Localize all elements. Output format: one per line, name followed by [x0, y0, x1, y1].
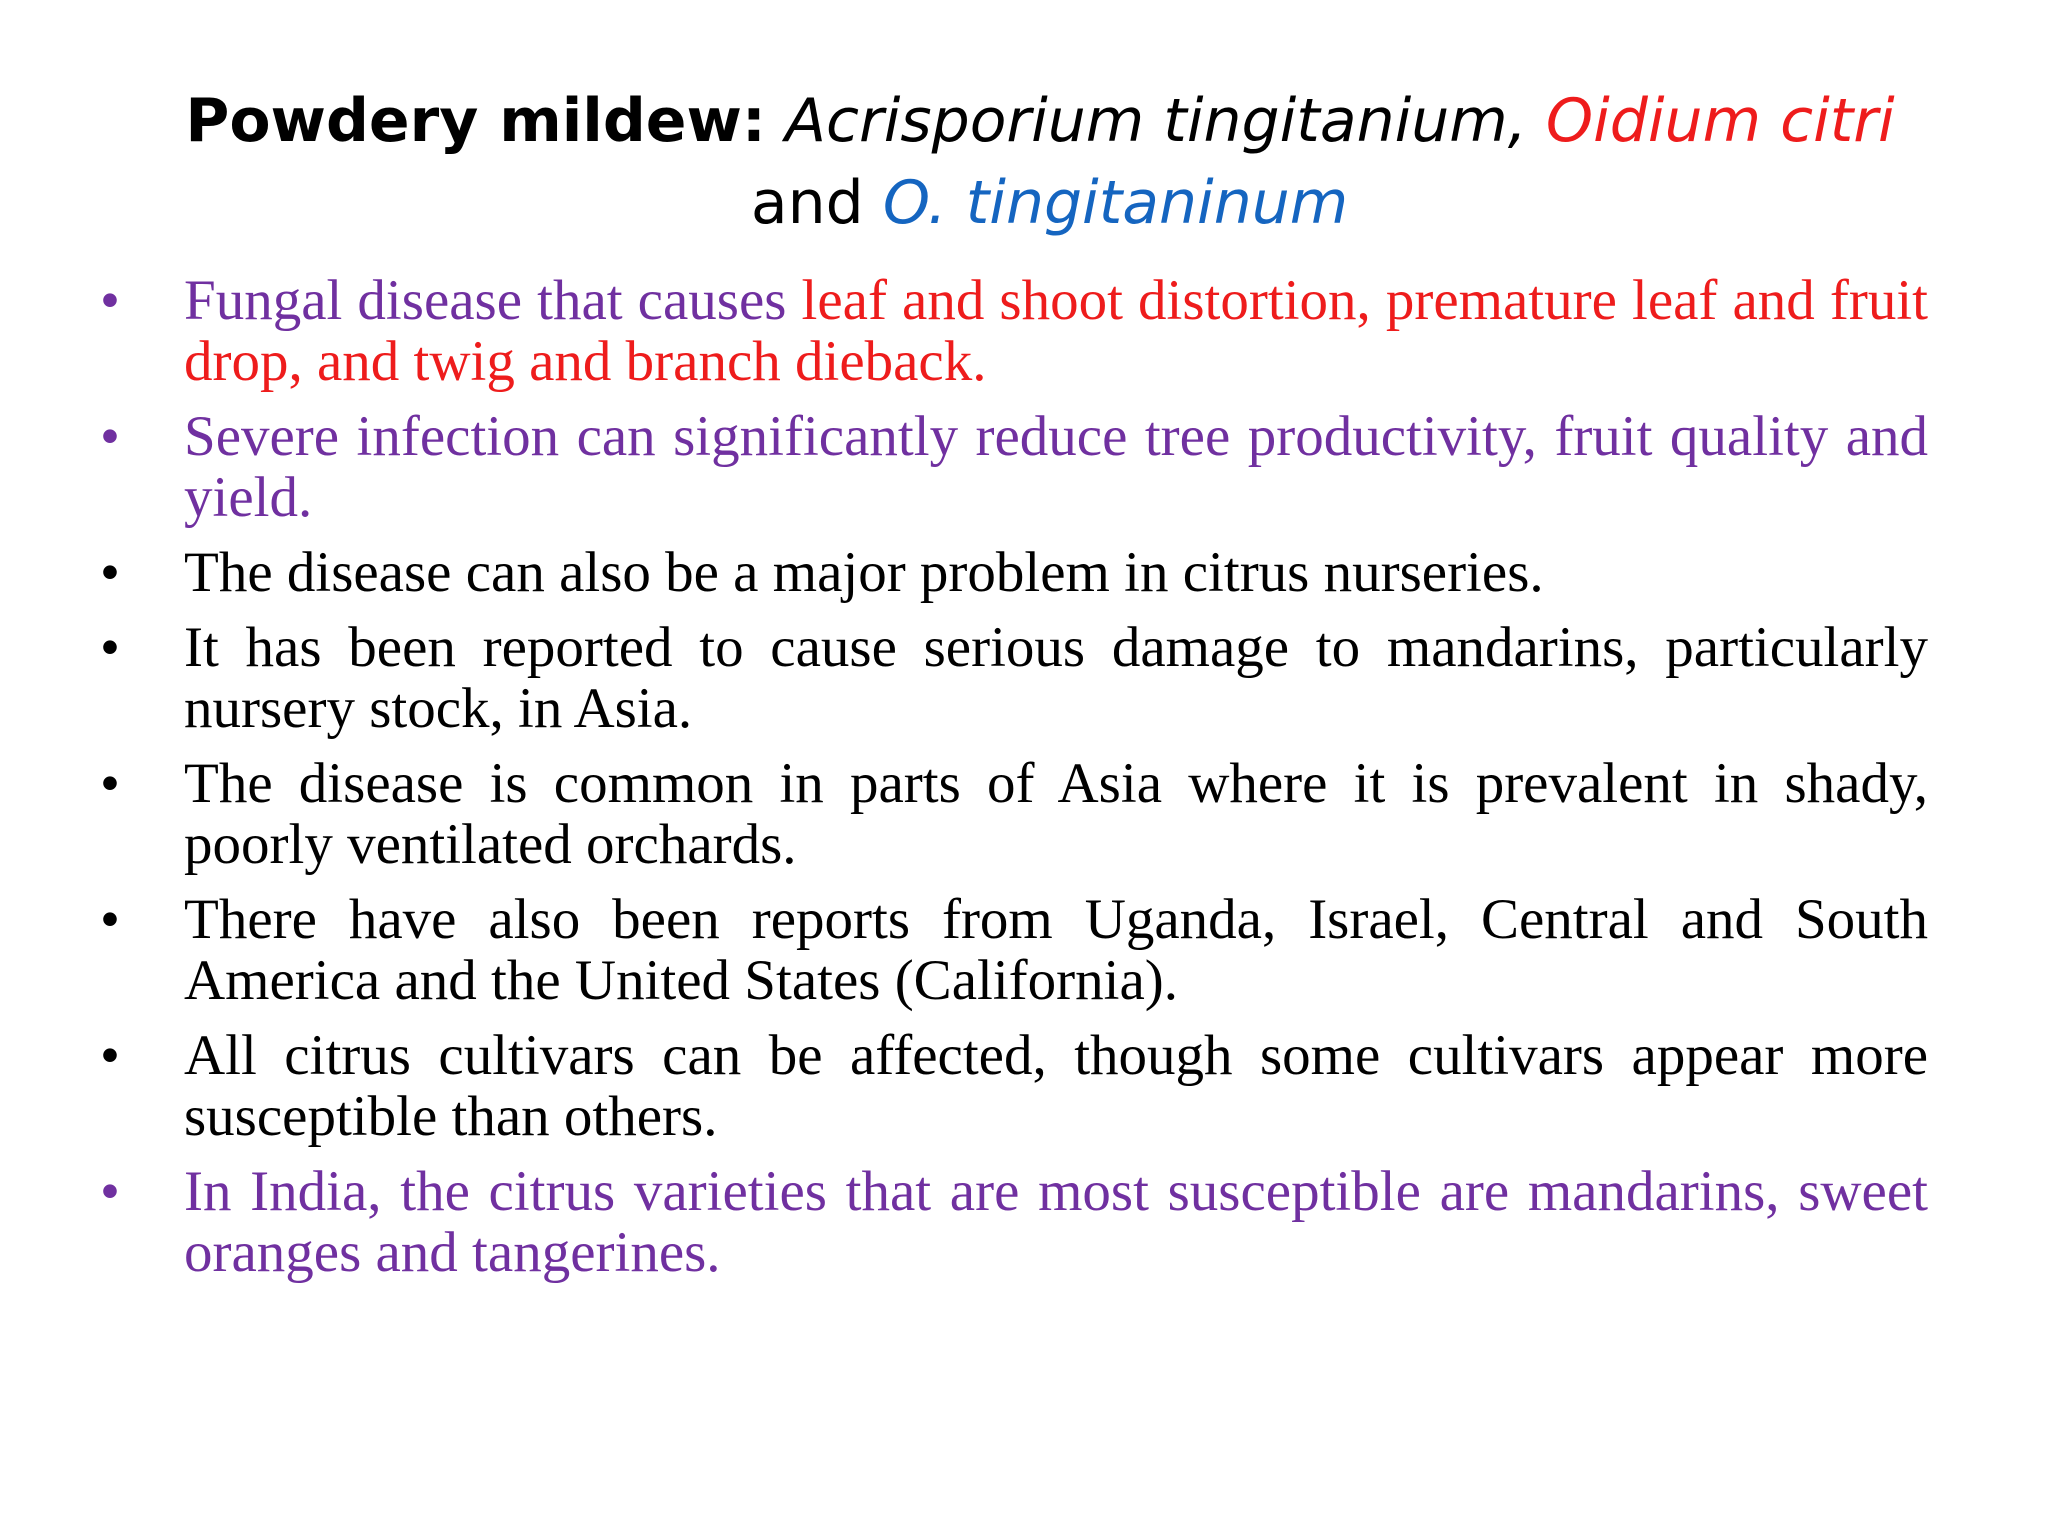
title-species-2: Oidium citri: [1545, 86, 1895, 156]
bullet-text-lead: Fungal disease that causes: [184, 269, 787, 332]
bullet-text-highlight: leaf and shoot distortion, premature leaf and fruit drop, and twig and branch dieback.: [184, 269, 1929, 393]
bullet-item: [100, 406, 1928, 528]
bullet-marker: •: [100, 888, 120, 951]
bullet-marker: •: [100, 541, 120, 604]
bullet-text: Severe infection can significantly reduce tree productivity, fruit quality and yield.: [184, 405, 1928, 529]
bullet-item: [100, 542, 1928, 603]
title-species-1: Acrisporium tingitanium,: [785, 86, 1527, 156]
bullet-marker: •: [100, 616, 120, 679]
slide-title: [150, 80, 1930, 244]
bullet-marker: •: [100, 752, 120, 815]
bullet-item: [100, 1025, 1928, 1147]
bullet-marker: •: [100, 405, 120, 468]
bullet-text: The disease is common in parts of Asia where it is prevalent in shady, poorly ventilated orchards.: [184, 752, 1928, 876]
title-lead: Powdery mildew:: [185, 86, 766, 156]
bullet-text: The disease can also be a major problem in citrus nurseries.: [184, 541, 1544, 604]
bullet-text: It has been reported to cause serious damage to mandarins, particularly nursery stock, in Asia.: [184, 616, 1928, 740]
bullet-text: There have also been reports from Uganda, Israel, Central and South America and the United States (California).: [184, 888, 1928, 1012]
bullet-item: [100, 617, 1928, 739]
bullet-text: All citrus cultivars can be affected, though some cultivars appear more susceptible than others.: [184, 1024, 1928, 1148]
bullet-text: In India, the citrus varieties that are most susceptible are mandarins, sweet oranges and tangerines.: [184, 1160, 1928, 1284]
bullet-item: [100, 889, 1928, 1011]
title-species-3: O. tingitaninum: [882, 168, 1349, 238]
bullet-list: [100, 270, 1928, 1297]
bullet-item: [100, 753, 1928, 875]
bullet-marker: •: [100, 1024, 120, 1087]
bullet-marker: •: [100, 269, 120, 332]
bullet-marker: •: [100, 1160, 120, 1223]
bullet-item: [100, 270, 1928, 392]
bullet-item: [100, 1161, 1928, 1283]
title-joiner: and: [750, 168, 864, 238]
